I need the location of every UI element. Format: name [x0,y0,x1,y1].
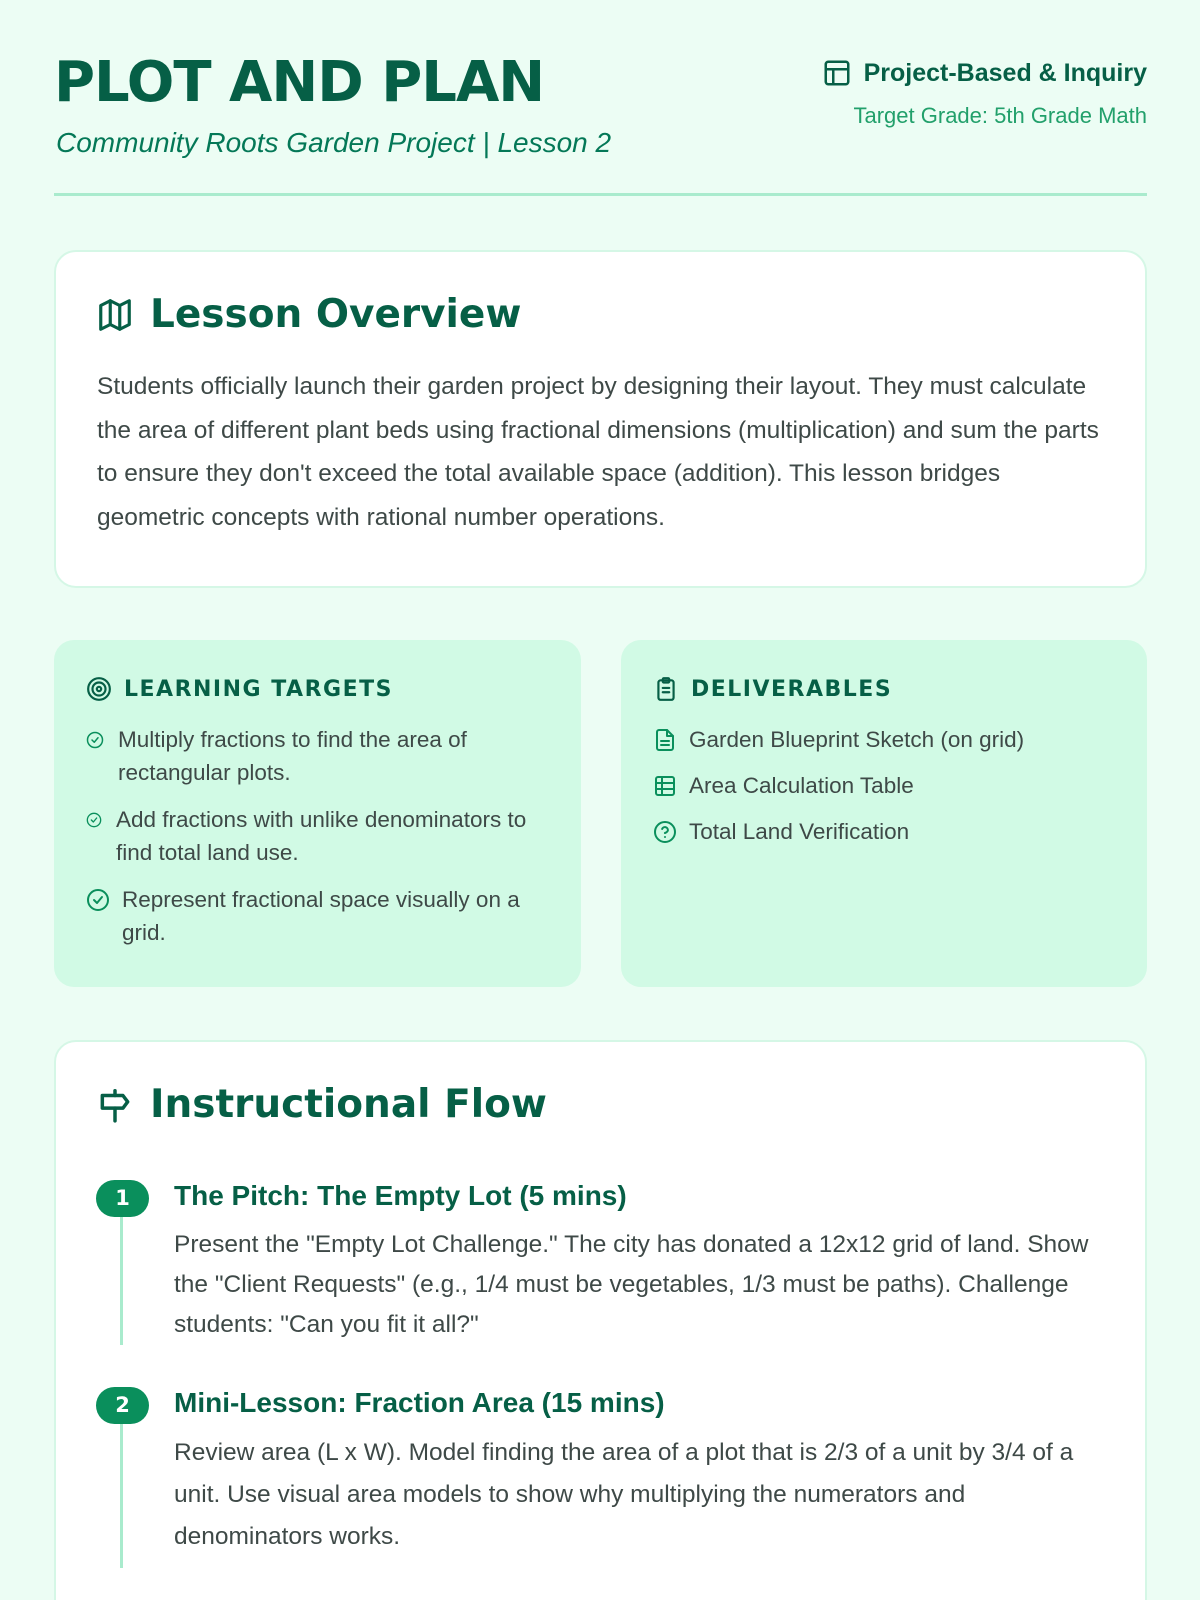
list-item [653,815,1117,848]
page-title: PLOT AND PLAN [54,50,545,115]
instructional-flow-card [54,1040,1147,1600]
learning-target-text: Add fractions with unlike denominators to find total land use. [116,807,527,865]
teaching-method [822,58,1147,88]
lesson-overview-card [54,250,1147,588]
learning-target-text: Represent fractional space visually on a grid. [122,887,520,945]
map-icon [96,296,134,334]
list-item [653,723,1117,756]
list-item [86,723,551,789]
learning-target-text: Multiply fractions to find the area of rectangular plots. [118,727,467,785]
teaching-method-label: Project-Based & Inquiry [863,58,1147,87]
check-circle-icon [86,731,104,749]
layout-icon [822,58,852,88]
step-title: Mini-Lesson: Fraction Area (15 mins) [174,1387,665,1418]
instructional-flow-title: Instructional Flow [150,1082,547,1127]
step-description: Review area (L x W). Model finding the area of a plot that is 2/3 of a unit by 3/4 of a unit. Use visual area models to show why multiplying the numerators and denominators works. [174,1439,1074,1550]
deliverables-panel [621,640,1147,987]
learning-targets-panel [54,640,581,987]
deliverable-text: Garden Blueprint Sketch (on grid) [689,727,1025,752]
deliverables-title: DELIVERABLES [691,676,893,702]
check-circle-icon [86,888,110,912]
list-item [653,769,1117,802]
instructional-flow-heading [96,1082,547,1127]
step-number-badge: 2 [96,1387,149,1424]
clipboard-icon [653,676,679,702]
page-header [54,0,1147,196]
page-subtitle: Community Roots Garden Project | Lesson 2 [56,127,612,158]
step-description: Present the "Empty Lot Challenge." The city has donated a 12x12 grid of land. Show the "Client Requests" (e.g., 1/4 must be vegetables, 1/3 must be paths). Challenge students: "Can you fit it all?" [174,1231,1089,1338]
deliverables-list [653,723,1117,861]
target-icon [86,676,112,702]
signpost-icon [96,1086,134,1124]
flow-step [96,1387,1106,1600]
deliverable-text: Area Calculation Table [689,773,914,798]
step-number-badge: 1 [96,1180,149,1217]
learning-targets-heading [86,676,393,702]
deliverables-heading [653,676,892,702]
deliverable-text: Total Land Verification [689,819,910,844]
check-circle-icon [86,812,102,828]
list-item [86,883,551,949]
target-grade: Target Grade: 5th Grade Math [853,103,1147,128]
learning-targets-title: LEARNING TARGETS [124,676,393,702]
file-text-icon [653,728,677,752]
lesson-overview-text: Students officially launch their garden project by designing their layout. They must calculate the area of different plant beds using fractional dimensions (multiplication) and sum the parts to ensure they don't exceed the total available space (addition). This lesson bridges geometric concepts with rational number operations. [97,373,1099,531]
learning-targets-list [86,723,551,963]
step-title: The Pitch: The Empty Lot (5 mins) [174,1180,627,1211]
lesson-plan-page [54,0,1147,1550]
lesson-overview-title: Lesson Overview [150,292,522,337]
table-icon [653,774,677,798]
flow-step [96,1180,1106,1380]
lesson-overview-heading [96,292,521,337]
step-connector [120,1217,123,1345]
help-circle-icon [653,820,677,844]
list-item [86,803,551,869]
step-connector [120,1424,123,1568]
